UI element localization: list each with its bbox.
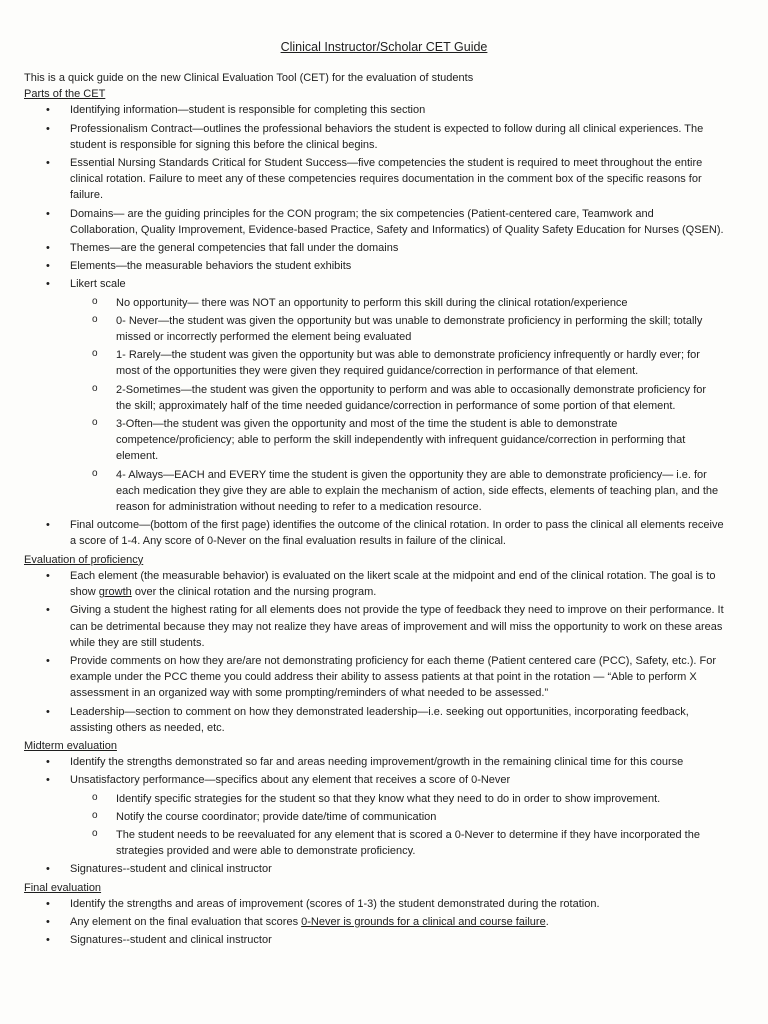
list-item: • Leadership—section to comment on how they demonstrated leadership—i.e. seeking out opportunities, incorporating feedback, assisting others as needed, etc. (24, 704, 724, 736)
sub-list-item: o 4- Always—EACH and EVERY time the student is given the opportunity they are able to demonstrate proficiency— i.e. for each medication they give they are able to explain the mechanism of action, side effects, elements of teaching plan, and the reason for administration without needing to refer to a medication resource. (70, 467, 724, 516)
document-body (24, 70, 724, 950)
text-run: Any element on the final evaluation that scores (70, 915, 302, 928)
unsatisfactory-label: Unsatisfactory performance—specifics about any element that receives a score of 0-Never (70, 774, 511, 787)
sub-list-item: o 1- Rarely—the student was given the opportunity but was able to demonstrate proficiency infrequently or hardly ever; for most of the opportunities they were given they required guidance/correction in performance of that element. (70, 347, 724, 379)
sub-list-item: o No opportunity— there was NOT an opportunity to perform this skill during the clinical rotation/experience (70, 295, 724, 311)
list-item: • Provide comments on how they are/are not demonstrating proficiency for each theme (Patient centered care (PCC), Safety, etc.). For example under the PCC theme you could address their ability to assess patients at that point in the rotation — “Able to perform X assessment in an organized way with some prompting/reminders of what needed to be assessed.” (24, 653, 724, 702)
list-item: • Identify the strengths and areas of improvement (scores of 1-3) the student demonstrated during the rotation. (24, 896, 724, 912)
text-run: over the clinical rotation and the nursing program. (131, 586, 377, 599)
final-list (24, 896, 724, 949)
list-item: • Domains— are the guiding principles for the CON program; the six competencies (Patient-centered care, Teamwork and Collaboration, Quality Improvement, Evidence-based Practice, Safety and Informatics) of Quality Safety Education for Nurses (QSEN). (24, 206, 724, 238)
likert-scale-list (70, 295, 724, 516)
underlined-text: growth (98, 586, 132, 599)
list-item (24, 914, 724, 930)
sub-list-item: o Identify specific strategies for the student so that they know what they need to do in order to show improvement. (70, 791, 724, 807)
list-item: • Identify the strengths demonstrated so far and areas needing improvement/growth in the remaining clinical time for this course (24, 754, 724, 770)
list-item: • Giving a student the highest rating for all elements does not provide the type of feedback they need to improve on their performance. It can be detrimental because they may not realize they have areas of improvement and will miss the opportunity to work on these areas while they are still students. (24, 602, 724, 651)
proficiency-list (24, 568, 724, 736)
text-run: Each element (the measurable behavior) is evaluated on the likert scale at the midpoint and end of the clinical rotation. The goal is to show (70, 569, 716, 599)
likert-label: Likert scale (70, 278, 126, 291)
section-heading-proficiency: Evaluation of proficiency (24, 553, 144, 566)
section-heading-parts: Parts of the CET (24, 88, 106, 101)
list-item: • Essential Nursing Standards Critical for Student Success—five competencies the student is required to meet throughout the entire clinical rotation. Failure to meet any of these competencies requires documentation in the comment box of the specific reasons for failure. (24, 155, 724, 204)
midterm-list (24, 754, 724, 877)
page-title: Clinical Instructor/Scholar CET Guide (280, 40, 488, 54)
list-item: • Signatures--student and clinical instructor (24, 932, 724, 948)
sub-list-item: o Notify the course coordinator; provide date/time of communication (70, 809, 724, 825)
text-run: . (545, 915, 549, 928)
underlined-text: 0-Never is grounds for a clinical and course failure (301, 915, 546, 928)
list-item: • Identifying information—student is responsible for completing this section (24, 102, 724, 118)
section-heading-midterm: Midterm evaluation (24, 739, 117, 752)
parts-list (24, 102, 724, 549)
list-item: • Signatures--student and clinical instructor (24, 861, 724, 877)
list-item: • Professionalism Contract—outlines the professional behaviors the student is expected to follow during all clinical experiences. The student is responsible for signing this before the clinical begins. (24, 121, 724, 153)
list-item: • Themes—are the general competencies that fall under the domains (24, 240, 724, 256)
sub-list-item: o 3-Often—the student was given the opportunity and most of the time the student is able to demonstrate competence/proficiency; able to perform the skill independently with infrequent guidance/correction in performing that element. (70, 416, 724, 465)
list-item-unsatisfactory (24, 772, 724, 859)
intro-text: This is a quick guide on the new Clinical Evaluation Tool (CET) for the evaluation of students (24, 72, 474, 84)
unsatisfactory-sub-list (70, 791, 724, 860)
section-heading-final: Final evaluation (24, 881, 102, 894)
sub-list-item: o 2-Sometimes—the student was given the opportunity to perform and was able to occasionally demonstrate proficiency for the skill; approximately half of the time needed guidance/correction in performance of some portion of that element. (70, 382, 724, 414)
list-item: • Final outcome—(bottom of the first page) identifies the outcome of the clinical rotation. In order to pass the clinical all elements receive a score of 1-4. Any score of 0-Never on the final evaluation results in failure of the clinical. (24, 517, 724, 549)
sub-list-item: o The student needs to be reevaluated for any element that is scored a 0-Never to determine if they have incorporated the strategies provided and were able to demonstrate proficiency. (70, 827, 724, 859)
sub-list-item: o 0- Never—the student was given the opportunity but was unable to demonstrate proficiency in performing the skill; totally missed or incorrectly performed the element being evaluated (70, 313, 724, 345)
list-item-likert (24, 276, 724, 515)
list-item (24, 568, 724, 600)
list-item: • Elements—the measurable behaviors the student exhibits (24, 258, 724, 274)
